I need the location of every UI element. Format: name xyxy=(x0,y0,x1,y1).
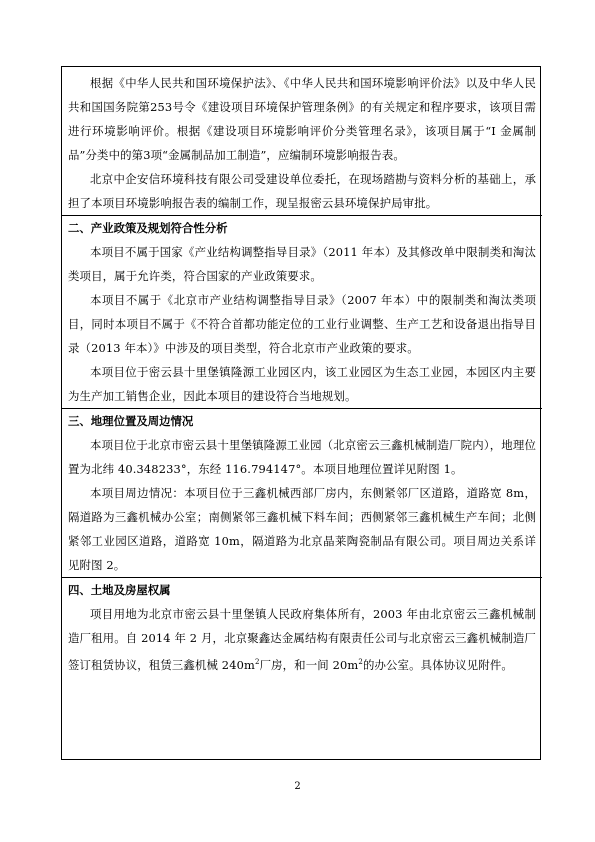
section-2-paragraph-1: 本项目不属于国家《产业结构调整指导目录》（2011 年本）及其修改单中限制类和淘汰类项目，属于允许类，符合国家的产业政策要求。 xyxy=(68,245,536,283)
section-4-text-d: 的办公室。具体协议见附件。 xyxy=(362,657,513,672)
section-4-text-c: 厂房，和一间 20m xyxy=(259,657,359,672)
section-3-paragraph-1: 本项目位于北京市密云县十里堡镇隆源工业园（北京密云三鑫机械制造厂院内），地理位置为北纬 40.348233°，东经 116.794147°。本项目地理位置详见附图 1。 xyxy=(68,438,536,476)
intro-paragraph-1: 根据《中华人民共和国环境保护法》、《中华人民共和国环境影响评价法》以及中华人民共和国国务院第253号令《建设项目环境保护管理条例》的有关规定和程序要求，该项目需进行环境影响评价。根据《建设项目环境影响评价分类管理名录》，该项目属于“I 金属制品”分类中的第3项“金属制品加工制造”，应编制环境影响报告表。 xyxy=(68,76,536,162)
section-2-paragraph-3: 本项目位于密云县十里堡镇隆源工业园区内，该工业园区为生态工业园，本园区内主要为生产加工销售企业，因此本项目的建设符合当地规划。 xyxy=(68,365,536,403)
page-number: 2 xyxy=(294,781,301,792)
section-4-heading: 四、土地及房屋权属 xyxy=(62,577,542,602)
section-4-paragraph-1 xyxy=(68,602,536,677)
section-3-paragraph-2: 本项目周边情况：本项目位于三鑫机械西部厂房内，东侧紧邻厂区道路，道路宽 8m，隔道路为三鑫机械办公室；南侧紧邻三鑫机械下料车间；西侧紧邻三鑫机械生产车间；北侧紧邻工业园区道路，道路宽 10m，隔道路为北京晶莱陶瓷制品有限公司。项目周边关系详见附图 2。 xyxy=(68,486,536,572)
superscript-2: 2 xyxy=(254,658,260,666)
section-4-text-b: 自 2014 年 2 月，北京聚鑫达金属结构有限责任公司与北京密云三鑫机械制造厂签订租赁协议，租赁三鑫机械 240m xyxy=(68,631,536,672)
section-2-paragraph-2: 本项目不属于《北京市产业结构调整指导目录》（2007 年本）中的限制类和淘汰类项目，同时本项目不属于《不符合首都功能定位的工业行业调整、生产工艺和设备退出指导目录（2013 年本）》中涉及的项目类型，符合北京市产业政策的要求。 xyxy=(68,293,536,355)
section-3-heading: 三、地理位置及周边情况 xyxy=(62,408,542,433)
document-frame xyxy=(61,66,541,760)
intro-paragraph-2: 北京中企安信环境科技有限公司受建设单位委托，在现场踏勘与资料分析的基础上，承担了本项目环境影响报告表的编制工作，现呈报密云县环境保护局审批。 xyxy=(68,172,536,210)
document-body xyxy=(68,71,536,677)
section-2-heading: 二、产业政策及规划符合性分析 xyxy=(62,215,542,240)
section-4-text-a: 项目用地为北京市密云县十里堡镇人民政府集体所有，2003 年由北京密云三鑫机械制造厂租用。 xyxy=(68,607,536,645)
superscript-2: 2 xyxy=(358,658,363,666)
